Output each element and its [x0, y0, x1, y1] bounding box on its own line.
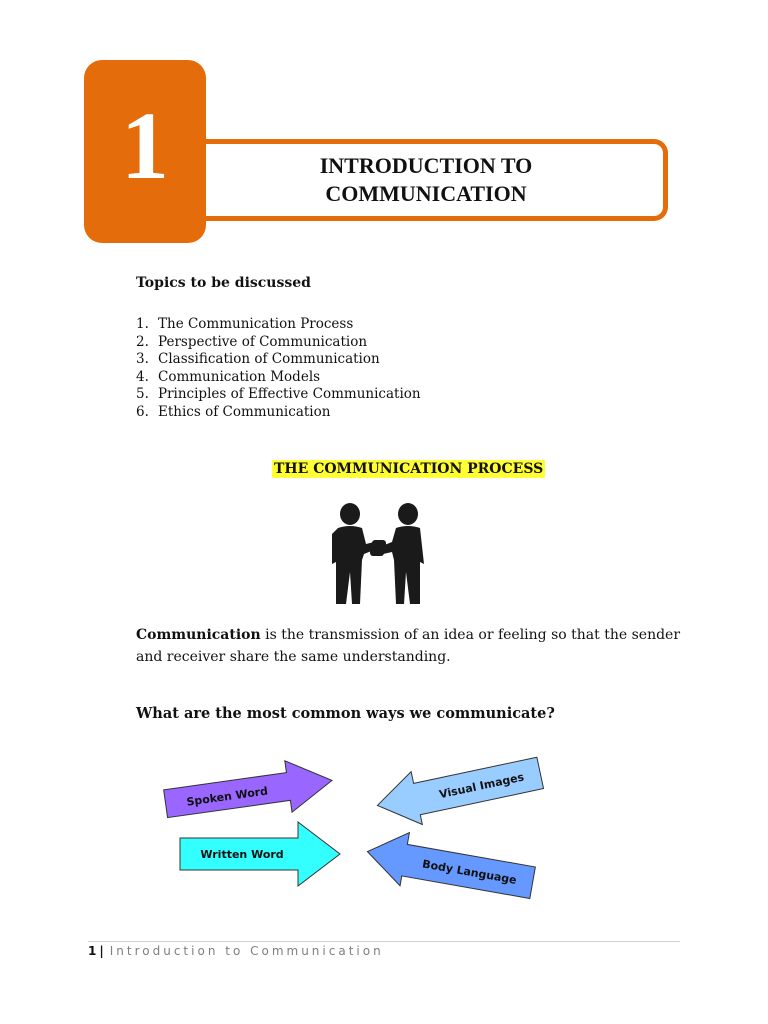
topic-number: 6. [136, 403, 149, 420]
chapter-title-line-1: INTRODUCTION TO [319, 153, 533, 178]
topic-item [136, 386, 421, 404]
definition-text: is the transmission of an idea or feeling so that the sender and receiver share the same understanding. [136, 627, 681, 665]
arrow-visual-images [372, 745, 546, 832]
topic-label: Communication Models [158, 368, 321, 385]
topic-item [136, 316, 421, 334]
topic-number: 3. [136, 351, 149, 368]
topic-label: Perspective of Communication [158, 333, 368, 350]
page-footer [88, 944, 384, 958]
arrow-spoken-word [162, 755, 336, 830]
topic-number: 1. [136, 316, 149, 332]
topic-label: Ethics of Communication [158, 403, 331, 420]
topic-item [136, 334, 421, 352]
topic-list [136, 316, 421, 422]
arrow-spoken-word-label: Spoken Word [185, 784, 269, 809]
arrow-body-language-label: Body Language [421, 857, 518, 887]
chapter-number: 1 [121, 92, 169, 199]
topic-label: Principles of Effective Communication [158, 386, 421, 403]
topics-heading: Topics to be discussed [136, 275, 311, 291]
topic-label: The Communication Process [158, 316, 354, 332]
footer-divider [88, 941, 680, 942]
communication-definition [136, 624, 696, 668]
section-heading: THE COMMUNICATION PROCESS [274, 461, 544, 477]
topic-item [136, 369, 421, 387]
topic-label: Classification of Communication [158, 351, 380, 368]
arrow-written-word [180, 822, 340, 886]
footer-separator: | [99, 944, 104, 958]
chapter-number-box [84, 60, 206, 243]
question-heading: What are the most common ways we communicate? [136, 705, 555, 722]
topic-item [136, 351, 421, 369]
topic-number: 5. [136, 386, 149, 403]
communication-ways-arrows [150, 740, 560, 900]
footer-title: Introduction to Communication [109, 944, 384, 958]
definition-term: Communication [136, 627, 261, 643]
page-number: 1 [88, 944, 97, 958]
chapter-title [206, 152, 646, 208]
topic-number: 4. [136, 368, 149, 385]
arrow-visual-images-label: Visual Images [438, 770, 526, 802]
handshake-illustration [326, 500, 430, 610]
topic-item [136, 404, 421, 422]
chapter-title-line-2: COMMUNICATION [325, 181, 527, 206]
topic-number: 2. [136, 333, 149, 350]
arrow-written-word-label: Written Word [200, 848, 284, 861]
arrow-body-language [363, 826, 538, 900]
